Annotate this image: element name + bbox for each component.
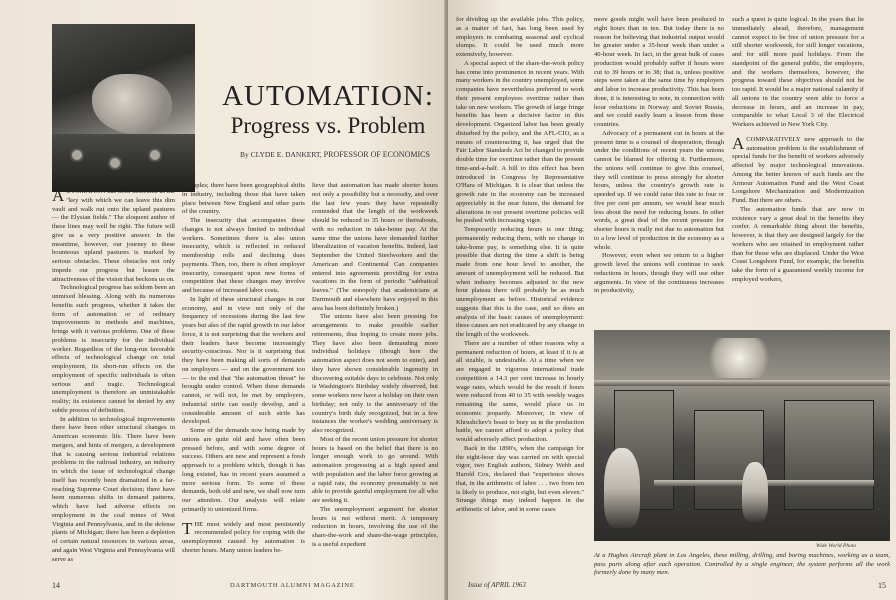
right-column-3 xyxy=(732,16,864,328)
running-footer: DARTMOUTH ALUMNI MAGAZINE xyxy=(230,582,355,589)
photo-credit: Wide World Photo xyxy=(816,543,857,549)
photo-knob xyxy=(70,148,84,162)
page-number-left: 14 xyxy=(52,581,60,590)
left-page xyxy=(0,0,446,600)
paragraph: lieve that automation has made shorter hours not only a possibility but a necessity, and over the last few years they have repeatedly contended that the length of the workweek should be reduced to 35 hours or thereabouts, with no reduction in take-home pay. At the same time the unions have demanded further liberalization of vacation benefits. Indeed, last September the United Steelworkers and the American and Continental Can companies entered into agreements providing for extra vacations in the form of periodic "sabbatical leaves." (The nonopoly that academicians at Dartmouth and elsewhere have enjoyed in this area has been definitely broken.) xyxy=(312,182,438,312)
photo-pipe xyxy=(594,380,890,386)
drop-cap: A xyxy=(52,186,65,205)
paragraph: ACOMPARATIVELY new approach to the automation problem is the establishment of special funds for the benefit of workers adversely affected by major technological innovations. Among the better known of such funds are the Armour Automation Fund and the West Coast Longshore Mechanization and Modernization Fund. But there are others. xyxy=(732,133,864,204)
paragraph: A special aspect of the share-the-work policy has come into prominence in recent years. With many workers in the country unemployed, some companies have nevertheless preferred to work their present employees overtime rather than take on new workers. The growth of large fringe benefits has been a decisive factor in this development. Organized labor has been greatly disturbed by the policy, and the AFL-CIO, as a means of counteracting it, has urged that the Fair Labor Standards Act be changed to provide double time for overtime rather than the present time-and-a-half. A bill to this effect has been introduced in Congress by Representative O'Hara of Michigan. It is clear that unless the growth rate in the economy can be increased appreciably in the near future, the demand for alterations in our present overtime policies will be pushed with increasing vigor. xyxy=(456,59,584,225)
paragraph: THE most widely and most persistently recommended policy for coping with the unemployment caused by automation is shorter hours. Many union leaders be- xyxy=(182,518,305,554)
paragraph: The automation funds that are now in existence vary a great deal in the benefits they confer. A remarkable thing about the benefits, however, is that they are designed largely for the workers who are retained in employment rather than for those who are displaced. Under the West Coast Longshore Fund, for example, the benefits take the form of a guaranteed weekly income for employed workers, xyxy=(732,205,864,283)
paragraph: for dividing up the available jobs. This policy, as a matter of fact, has long been used by employers in combating seasonal and cyclical slumps. It could be used much more extensively, however. xyxy=(456,16,584,58)
photo-knob xyxy=(108,156,122,170)
article-subtitle: Progress vs. Problem xyxy=(230,113,426,138)
photo-light xyxy=(704,338,774,378)
paragraph: In light of these structural changes in our economy, and in view not only of the frequency of recessions during the last few years but also of the rapid growth in our labor force, it is not surprising that the workers and their leaders have become increasingly security-conscious. Nor is it surprising that they have been making all sorts of demands on employers — and on the government too — to the end that "the automation threat" be brought under control. When these demands cannot, or will not, be met by employers, industrial strife can easily develop, and a considerable amount of such strife has developed. xyxy=(182,295,305,426)
photo-worker xyxy=(604,448,640,528)
paragraph: Most of the recent union pressure for shorter hours is based on the belief that there is no longer enough work to go around. With automation progressing at a high speed and with population and the labor force growing at a rapid rate, the economy presumably is not able to provide gainful employment for all who are seeking it. xyxy=(312,435,438,504)
byline-role: PROFESSOR OF ECONOMICS xyxy=(323,150,430,159)
drop-cap: A xyxy=(732,133,745,153)
article-title: AUTOMATION: xyxy=(222,80,434,112)
photo-worker xyxy=(742,462,768,522)
right-page xyxy=(448,0,896,600)
paragraph: Back in the 1890's, when the campaign for the eight-hour day was carried on with special vigor, two English authors, Sidney Webb and Harold Cox, declared that "experience shows that, in the arithmetic of labor . . . two from ten is likely to produce, not eight, but even eleven." Strange things may indeed happen in the arithmetic of labor, and in some cases xyxy=(456,444,584,513)
photo-control-panel xyxy=(52,134,195,192)
left-column-1 xyxy=(52,188,175,580)
issue-line: Issue of APRIL 1963 xyxy=(468,581,526,589)
factory-photo xyxy=(594,330,890,541)
paragraph: There are a number of other reasons why a permanent reduction of hours, at least if it is at all sizable, is undesirable. At a time when we are engaged in vigorous international trade competition a 14.3 per cent increase in hourly wage rates, which would be the result if hours were reduced from 40 to 35 with weekly wages remaining the same, would place us in economic jeopardy. Moreover, in view of Khrushchev's boast to bury us in the production battle, we cannot afford to adopt a policy that would adversely affect production. xyxy=(456,339,584,443)
paragraph: examples; there have been geographical shifts in industry, including those that have taken place between New England and other parts of the country. xyxy=(182,182,305,216)
paragraph: The unions have also been pressing for arrangements to make possible earlier retirements, thus hoping to create more jobs. They have also been demanding more individual holidays (though here the automation aspect does not seem to enter), and they have shown considerable ingenuity in discovering suitable days to celebrate. Not only is Washington's Birthday widely observed, but some workers now have a holiday on their own birthday; not only is the anniversary of the country's birth duly recognized, but in a few instances the worker's wedding anniversary is also recognized. xyxy=(312,313,438,434)
paragraph: more goods might well have been produced in eight hours than in ten. But today there is no reason for believing that industrial output would be greater under a 35-hour week than under a 40-hour week. In fact, in the great bulk of cases production would probably suffer if hours were cut to 39 hours or to 38; that is, unless positive steps were taken at the same time by employers and labor to increase productivity. This has been done, it is interesting to note, in connection with hour reductions in Norway and Soviet Russia, and we could easily learn a lesson from these countries. xyxy=(594,16,724,128)
photo-caption: At a Hughes Aircraft plant in Los Angeles, these milling, drilling, and boring machines, working as a team, pass parts along after each operation. Controlled by a single engineer, the system performs all the work formerly done by many men. xyxy=(594,552,890,576)
header-photo xyxy=(52,24,195,192)
paragraph: The insecurity that accompanies these changes is not always limited to individual workers. Sometimes there is also union insecurity, which is reflected in reduced membership rolls and declining dues payments. Then, too, there is often employer insecurity, consequent upon new forms of competition that these changes may involve and because of increased labor costs. xyxy=(182,217,305,294)
photo-machine xyxy=(784,400,874,510)
drop-cap: T xyxy=(182,518,193,538)
right-column-2 xyxy=(594,16,724,328)
right-column-1 xyxy=(456,16,584,582)
paragraph: In addition to technological improvements there have been other structural changes in American economic life. There have been mergers, and hints of mergers, a development that is causing serious industrial relations problems in the railroad industry, an industry in which the issue of technological change itself has recently been dramatized in a far-reaching Supreme Court decision; there have been numerous shifts in demand patterns, which have had adverse effects on employment in the coal mines of West Virginia and Pennsylvania, and in the defense plants of Michigan; there has been a depletion of certain natural resources in various areas, and again West Virginia and Pennsylvania will serve as xyxy=(52,415,175,563)
paragraph: Temporarily reducing hours is one thing; permanently reducing them, with no change in take-home pay, is something else. It is quite possible that during the time a shift is being made from one hour level to another, the amount of unemployment will be reduced. But when industry becomes adjusted to the new hour plateau there will probably be as much unemployment as before. Historical evidence suggests that this is the case, and so does an analysis of the basic causes of unemployment: these causes are not eradicated by any change in the length of the workweek. xyxy=(456,226,584,338)
page-number-right: 15 xyxy=(878,581,886,590)
photo-knob xyxy=(148,148,162,162)
byline xyxy=(240,150,430,159)
byline-author: By CLYDE E. DANKERT, xyxy=(240,150,322,159)
left-column-2 xyxy=(182,182,305,580)
paragraph: Technological progress has seldom been an unmixed blessing. Along with its numerous benefits such progress, whether it takes the form of automation or of ordinary improvements in methods and machines, brings with it various problems. One of these problems is insecurity for the individual worker. Regardless of the long-run favorable effects of technological change on total employment, its short-run effects on the employment of specific individuals is often serious and tragic. Technological unemployment is therefore an unmistakable reality; its existence cannot be denied by any subtle process of definition. xyxy=(52,284,175,414)
photo-hand-shape xyxy=(92,74,172,134)
paragraph: However, even when we return to a higher growth level the unions will continue to seek reductions in hours, though they will use other arguments. In view of the continuous increases in productivity, xyxy=(594,252,724,295)
left-column-3 xyxy=(312,182,438,580)
paragraph: AUTOMATION has been described as the "key with which we can leave this dim vault and walk out onto the upland pastures — the Elysian fields." The eloquent author of these lines may well be right. The future will give us a very positive answer. In the meantime, however, our journey to these bounteous upland pastures is marked by serious obstacles. These obstacles not only impede our progress but lessen the attractiveness of the vision that beckons us on. xyxy=(52,186,175,283)
paragraph: Some of the demands now being made by unions are quite old and have often been pressed before, and with some degree of success. Others are new and represent a fresh approach to a problem which, though it has long existed, has in recent years assumed a more serious form. To some of these demands, both old and new, we shall now turn our attention. Our analysis will relate primarily to unionized firms. xyxy=(182,427,305,513)
paragraph: such a quest is quite logical. In the years that lie immediately ahead, therefore, management cannot expect to be free of union pressure for a still shorter workweek, for still longer vacations, and for still more paid holidays. From the standpoint of the general public, the employers, and the workers themselves, however, the progress toward these objectives should not be too rapid. It would be a major national calamity if all unions in the country were able to force a decrease in hours, and an increase in pay, comparable to what Local 3 of the Electrical Workers achieved in New York City. xyxy=(732,16,864,128)
paragraph: The unemployment argument for shorter hours is not without merit. A temporary reduction in hours, involving the use of the share-the-work and share-the-wage principles, is a useful expedient xyxy=(312,505,438,548)
paragraph: Advocacy of a permanent cut in hours at the present time is a counsel of desperation, though under the conditions of recent years the unions cannot be blamed for offering it. Furthermore, the unions will continue to give this counsel, they will continue to press strongly for shorter hours, unless the country's growth rate is speeded up. If we could raise this rate to four or five per cent per annum, we would hear much less about the need for reducing hours. In other words, a great deal of the recent pressure for shorter hours is really not due to automation but to a low level of production in the economy as a whole. xyxy=(594,129,724,251)
